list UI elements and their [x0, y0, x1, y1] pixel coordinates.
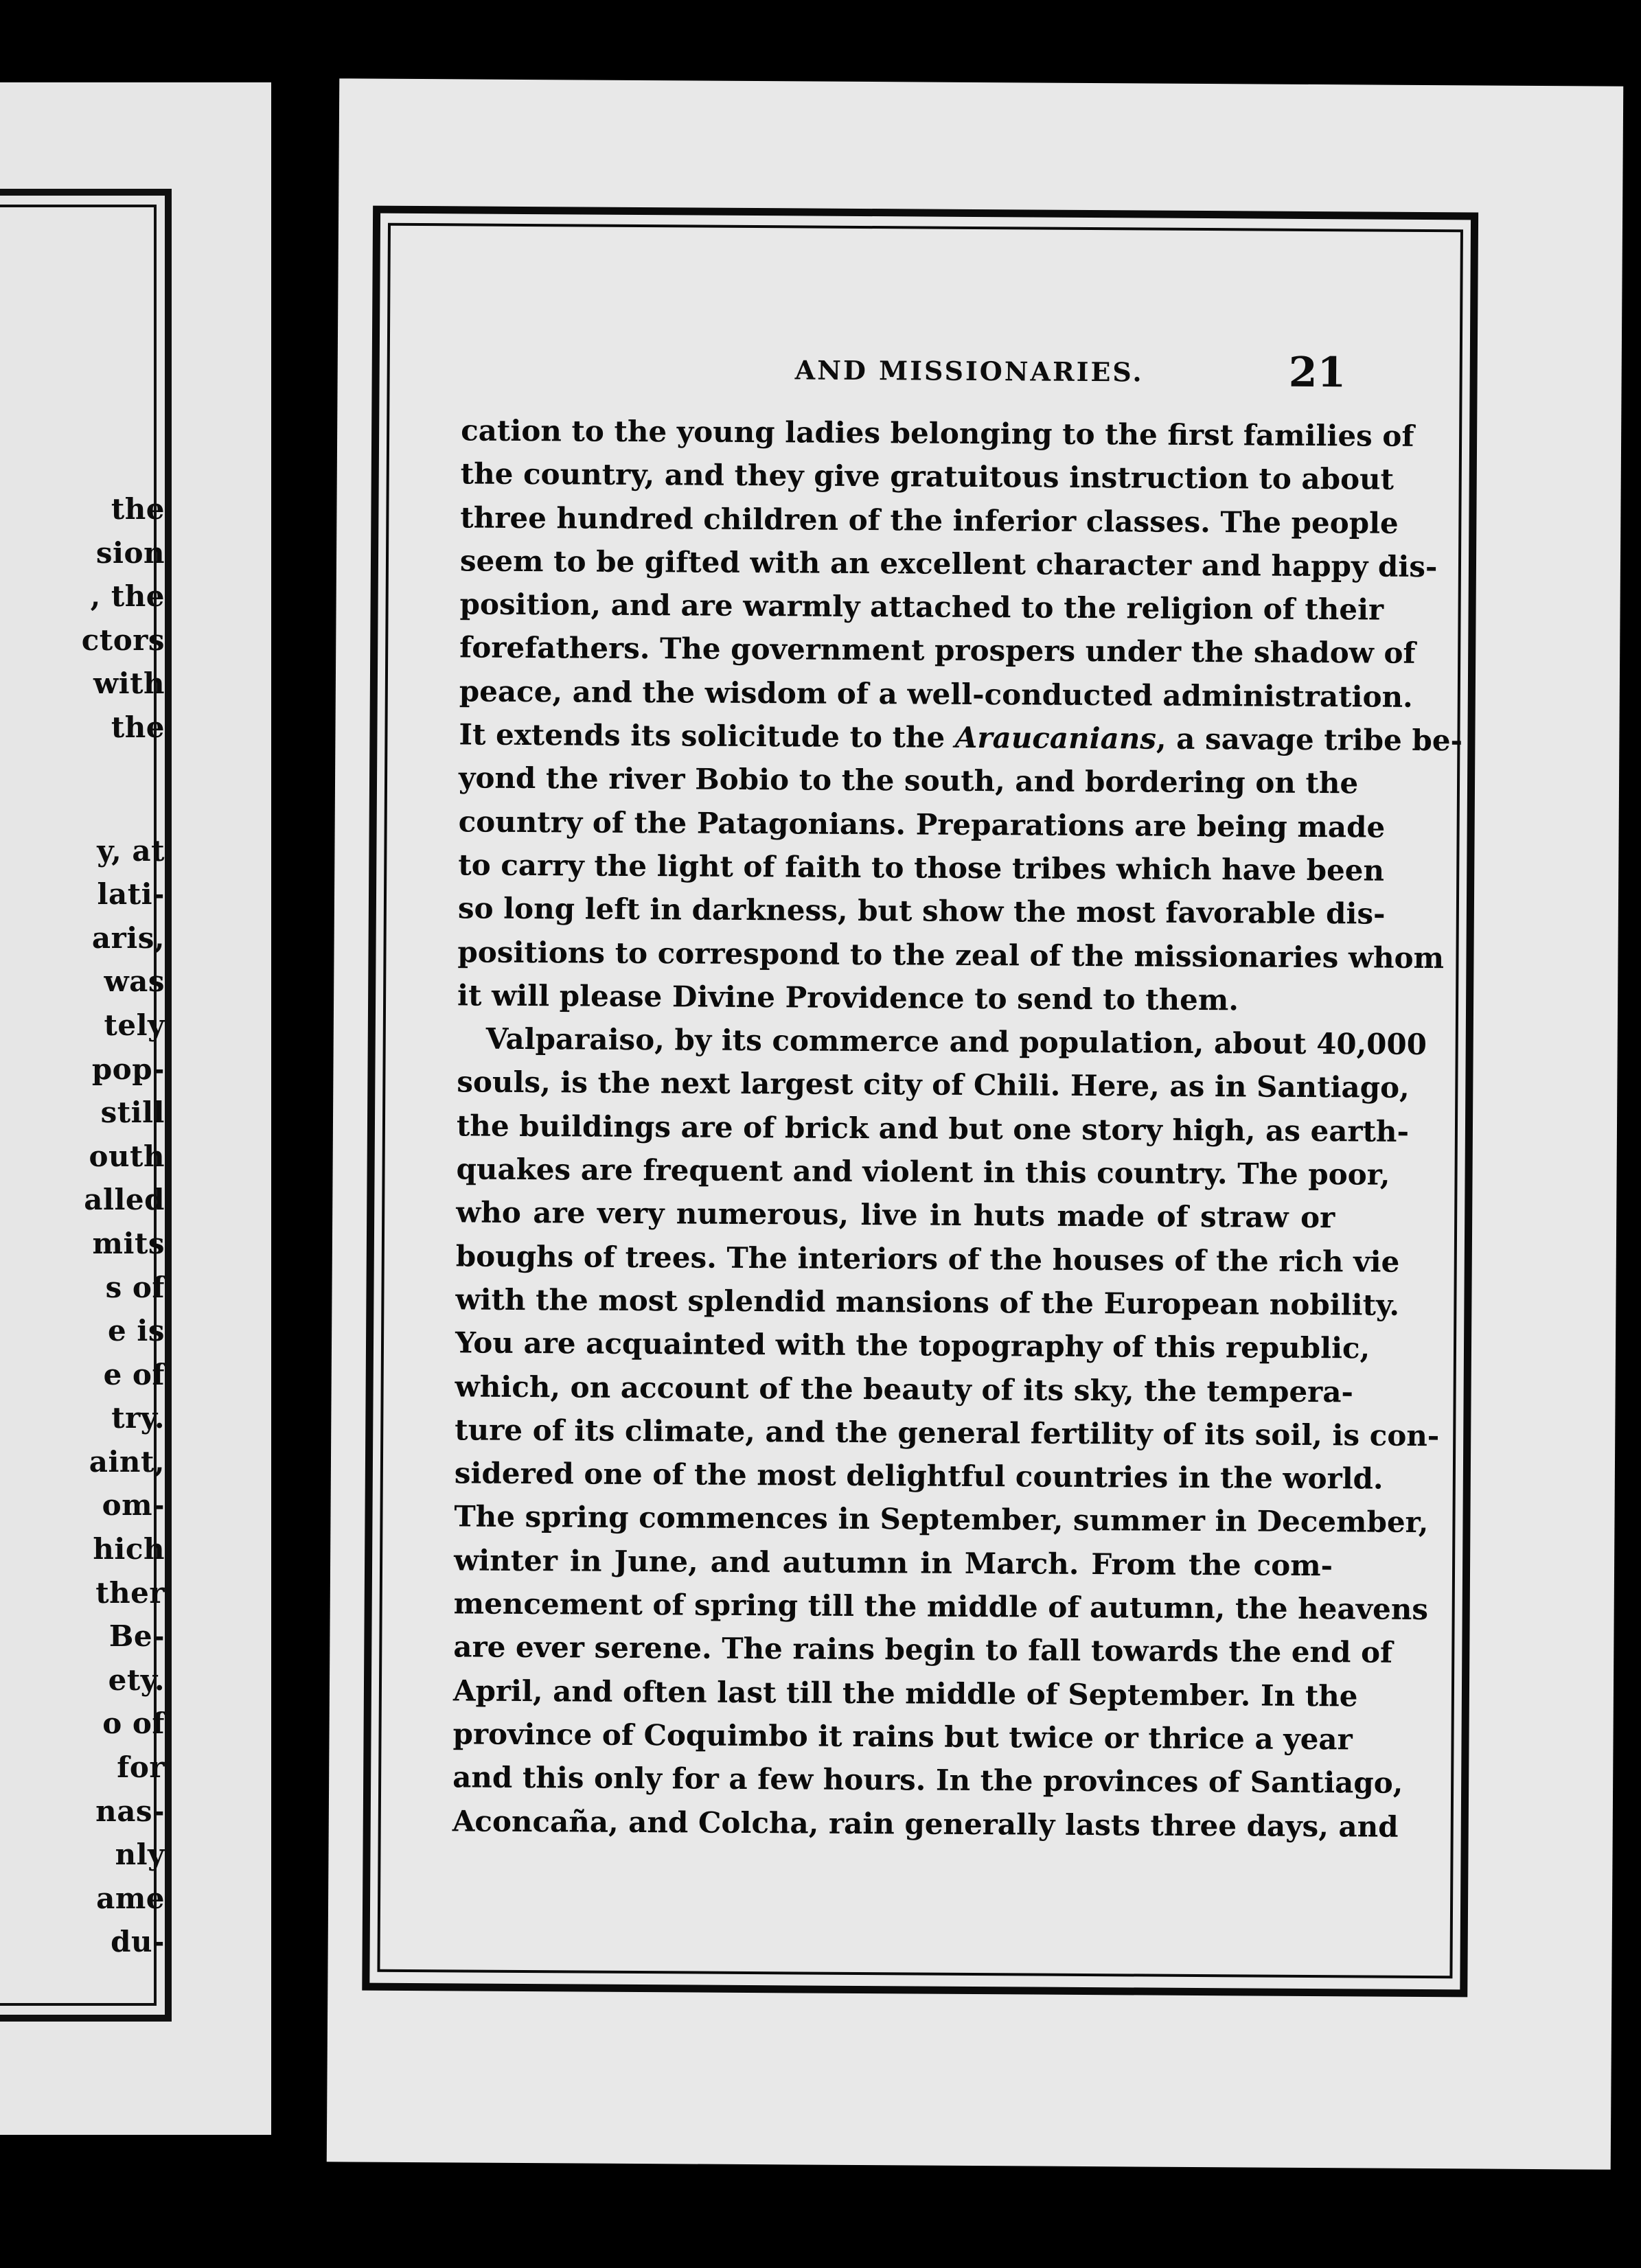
text-line: mencement of spring till the middle of autumn, the heavens — [453, 1586, 1429, 1627]
previous-page-line-fragment: e of — [103, 1357, 165, 1391]
text-line: The spring commences in September, summer in December, — [454, 1499, 1429, 1540]
previous-page-line-fragment: y, at — [97, 833, 165, 868]
text-line — [459, 713, 1463, 761]
text-line: who are very numerous, live in huts made of straw or — [456, 1195, 1335, 1235]
previous-page-line-fragment: , the — [90, 579, 165, 614]
previous-page-line-fragment: outh — [89, 1139, 165, 1173]
previous-page-line-fragment: still — [100, 1096, 165, 1130]
previous-page-line-fragment — [0, 750, 165, 829]
text-line: so long left in darkness, but show the most favorable dis- — [457, 891, 1386, 931]
text-line: boughs of trees. The interiors of the houses of the rich vie — [455, 1239, 1400, 1279]
previous-page-line-fragment: s of — [105, 1270, 165, 1304]
previous-page-line-fragment: aint, — [89, 1444, 165, 1479]
previous-page-line-fragment: tely — [104, 1008, 165, 1042]
previous-page-line-fragment: mits — [92, 1226, 165, 1260]
text-line: country of the Patagonians. Preparations are being made — [458, 805, 1386, 844]
previous-page-line-fragment: with — [93, 667, 165, 701]
text-line: sidered one of the most delightful countries in the world. — [454, 1456, 1384, 1496]
body-text — [452, 408, 1463, 1848]
text-line: positions to correspond to the zeal of the missionaries whom — [457, 934, 1445, 975]
text-line: Aconcaña, and Colcha, rain generally lasts three days, and — [452, 1803, 1399, 1844]
previous-page-line-fragment: ame — [96, 1881, 165, 1915]
previous-page-line-fragment: Be- — [108, 1619, 165, 1654]
previous-page-line-fragment: lati- — [97, 877, 165, 912]
paragraph-1 — [457, 408, 1463, 1022]
italic-term: Araucanians — [954, 720, 1157, 756]
paragraph-2 — [452, 1017, 1440, 1848]
text-line: quakes are frequent and violent in this country. The poor, — [456, 1152, 1390, 1192]
previous-page-line-fragment: e is — [108, 1314, 165, 1348]
text-line: three hundred children of the inferior classes. The people — [460, 500, 1399, 540]
text-line: position, and are warmly attached to the religion of their — [459, 587, 1384, 627]
text-line: seem to be gifted with an excellent character and happy dis- — [459, 544, 1438, 583]
previous-page-line-fragment: hich — [93, 1532, 165, 1566]
text-line: it will please Divine Providence to send to them. — [457, 978, 1239, 1017]
text-line: April, and often last till the middle of September. In the — [452, 1673, 1358, 1713]
text-line: to carry the light of faith to those tribes which have been — [458, 848, 1385, 888]
previous-page-line-fragment: was — [104, 964, 165, 999]
previous-page-line-fragment: alled — [84, 1183, 165, 1217]
previous-page-fragment — [0, 82, 271, 2135]
book-gutter — [271, 0, 333, 2268]
text-line: the buildings are of brick and but one story high, as earth- — [456, 1109, 1410, 1148]
running-head: AND MISSIONARIES. — [794, 354, 1144, 388]
text-line: ture of its climate, and the general fertility of its soil, is con- — [455, 1413, 1440, 1453]
text-segment: It extends its solicitude to the — [459, 717, 956, 754]
text-line: and this only for a few hours. In the provinces of Santiago, — [452, 1760, 1403, 1801]
text-line: peace, and the wisdom of a well-conducted administration. — [459, 674, 1413, 714]
text-line: cation to the young ladies belonging to the first families of — [461, 413, 1414, 453]
previous-page-line-fragment: nly — [115, 1838, 165, 1872]
text-line: forefathers. The government prospers under the shadow of — [459, 630, 1416, 671]
previous-page-line-fragment: du- — [111, 1925, 165, 1959]
previous-page-line-fragment: nas- — [95, 1794, 165, 1828]
previous-page-line-fragment: ctors — [81, 623, 165, 657]
previous-page-line-fragment: ety. — [108, 1663, 165, 1697]
current-page — [327, 78, 1624, 2169]
previous-page-line-fragment: sion — [95, 535, 165, 570]
previous-page-line-fragment: aris, — [91, 921, 165, 955]
text-line: Valparaiso, by its commerce and population, about 40,000 — [485, 1021, 1427, 1062]
previous-page-line-fragment: ther — [95, 1575, 165, 1610]
previous-page-line-fragment: o of — [102, 1706, 165, 1741]
previous-page-line-fragment: for — [117, 1750, 165, 1785]
previous-page-line-fragment: om- — [102, 1488, 165, 1523]
text-line: with the most splendid mansions of the European nobility. — [455, 1282, 1400, 1322]
previous-page-text-fragments — [0, 487, 165, 1964]
text-line: province of Coquimbo it rains but twice or thrice a year — [452, 1717, 1353, 1757]
previous-page-line-fragment: try. — [111, 1401, 165, 1435]
text-line: which, on account of the beauty of its sky, the tempera- — [455, 1369, 1354, 1409]
previous-page-line-fragment: the — [111, 492, 165, 526]
text-line: the country, and they give gratuitous instruction to about — [460, 456, 1395, 497]
text-segment: , a savage tribe be- — [1156, 721, 1463, 758]
text-line: are ever serene. The rains begin to fall towards the end of — [453, 1630, 1393, 1670]
text-line: You are acquainted with the topography of this republic, — [455, 1326, 1370, 1365]
previous-page-line-fragment: the — [111, 710, 165, 744]
text-line: winter in June, and autumn in March. From the com- — [453, 1543, 1333, 1582]
text-line: souls, is the next largest city of Chili. Here, as in Santiago, — [457, 1065, 1410, 1105]
text-line: yond the river Bobio to the south, and bordering on the — [458, 761, 1359, 800]
previous-page-line-fragment: pop- — [91, 1052, 165, 1086]
page-number: 21 — [1288, 348, 1346, 397]
